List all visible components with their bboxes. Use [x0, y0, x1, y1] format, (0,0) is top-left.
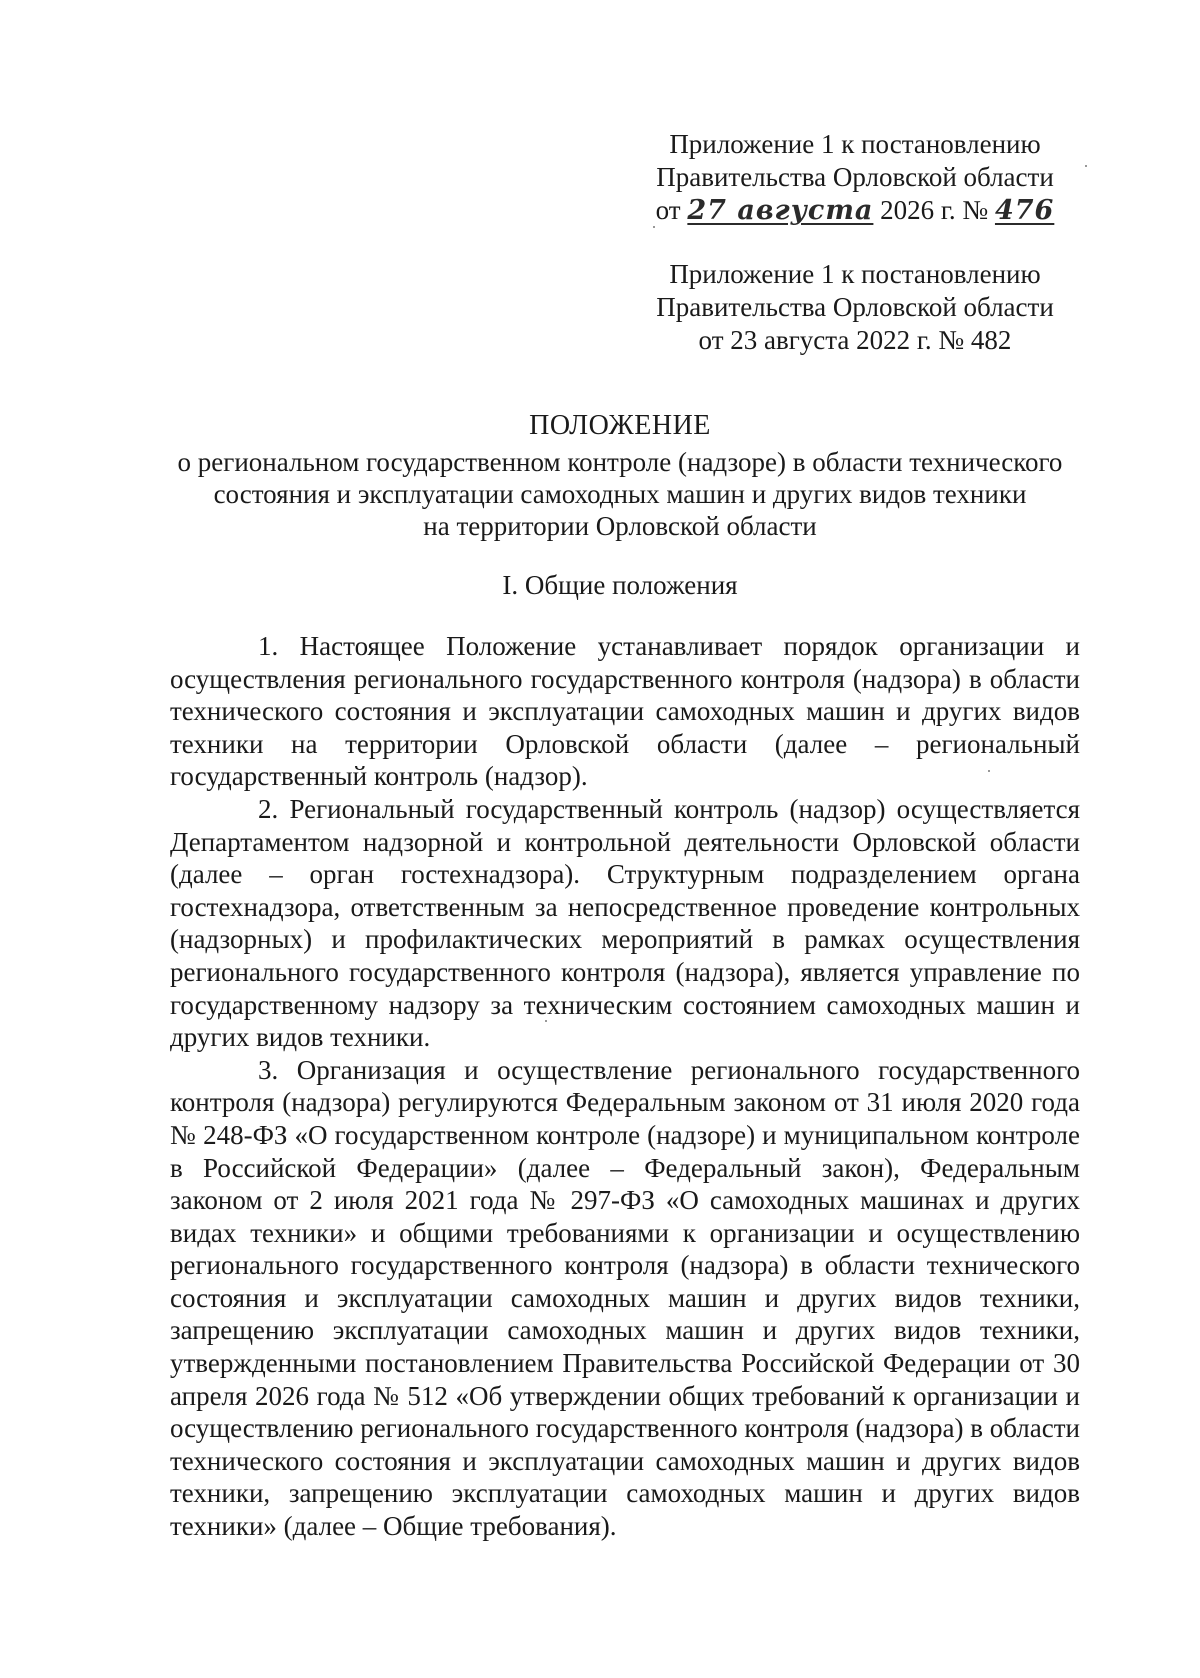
appendix-date-line — [640, 194, 1070, 227]
date-year: 2026 г. № — [880, 195, 989, 225]
scan-speck — [653, 226, 655, 228]
old-appendix-line-3: от 23 августа 2022 г. № 482 — [698, 325, 1012, 355]
old-appendix-line-1: Приложение 1 к постановлению — [669, 259, 1041, 289]
appendix-stamp-old — [640, 258, 1070, 357]
appendix-line-2: Правительства Орловской области — [656, 162, 1054, 192]
subtitle-line: о региональном государственном контроле (надзоре) в области технического — [177, 447, 1063, 477]
scan-speck — [1085, 165, 1087, 167]
section-heading: I. Общие положения — [502, 570, 738, 600]
appendix-line-1: Приложение 1 к постановлению — [669, 129, 1041, 159]
paragraph-1: 1. Настоящее Положение устанавливает порядок организации и осуществления регионального государственного контроля (надзора) в области технического состояния и эксплуатации самоходных машин и других видов техники на территории Орловской области (далее – региональный государственный контроль (надзор). — [170, 631, 1080, 792]
paragraph-3: 3. Организация и осуществление регионального государственного контроля (надзора) регулируются Федеральным законом от 31 июля 2020 года № 248-ФЗ «О государственном контроле (надзоре) и муниципальном контроле в Российской Федерации» (далее – Федеральный закон), Федеральным законом от 2 июля 2021 года № 297-ФЗ «О самоходных машинах и других видах техники» и общими требованиями к организации и осуществлению регионального государственного контроля (надзора) в области технического состояния и эксплуатации самоходных машин и других видов техники, запрещению эксплуатации самоходных машин и других видов техники, утвержденными постановлением Правительства Российской Федерации от 30 апреля 2026 года № 512 «Об утверждении общих требований к организации и осуществлению регионального государственного контроля (надзора) в области технического состояния и эксплуатации самоходных машин и других видов техники, запрещению эксплуатации самоходных машин и других видов техники» (далее – Общие требования). — [170, 1054, 1080, 1542]
document-title-block — [170, 410, 1070, 542]
paragraph-2: 2. Региональный государственный контроль (надзор) осуществляется Департаментом надзорной и контрольной деятельности Орловской области (далее – орган гостехнадзора). Структурным подразделением органа гостехнадзора, ответственным за непосредственное проведение контрольных (надзорных) и профилактических мероприятий в рамках осуществления регионального государственного контроля (надзора), является управление по государственному надзору за техническим состоянием самоходных машин и других видов техники. — [170, 793, 1080, 1053]
date-prefix: от — [655, 195, 681, 225]
handwritten-number: 476 — [994, 195, 1055, 226]
document-title: ПОЛОЖЕНИЕ — [529, 410, 711, 441]
scan-speck — [545, 1020, 547, 1022]
old-appendix-line-2: Правительства Орловской области — [656, 292, 1054, 322]
subtitle-line: состояния и эксплуатации самоходных машин и других видов техники — [213, 479, 1027, 509]
subtitle-line: на территории Орловской области — [423, 511, 817, 541]
scan-speck — [988, 770, 990, 772]
handwritten-date: 27 августа — [687, 195, 874, 226]
document-body — [170, 630, 1080, 1543]
appendix-stamp-new — [640, 128, 1070, 227]
document-subtitle — [170, 446, 1070, 542]
